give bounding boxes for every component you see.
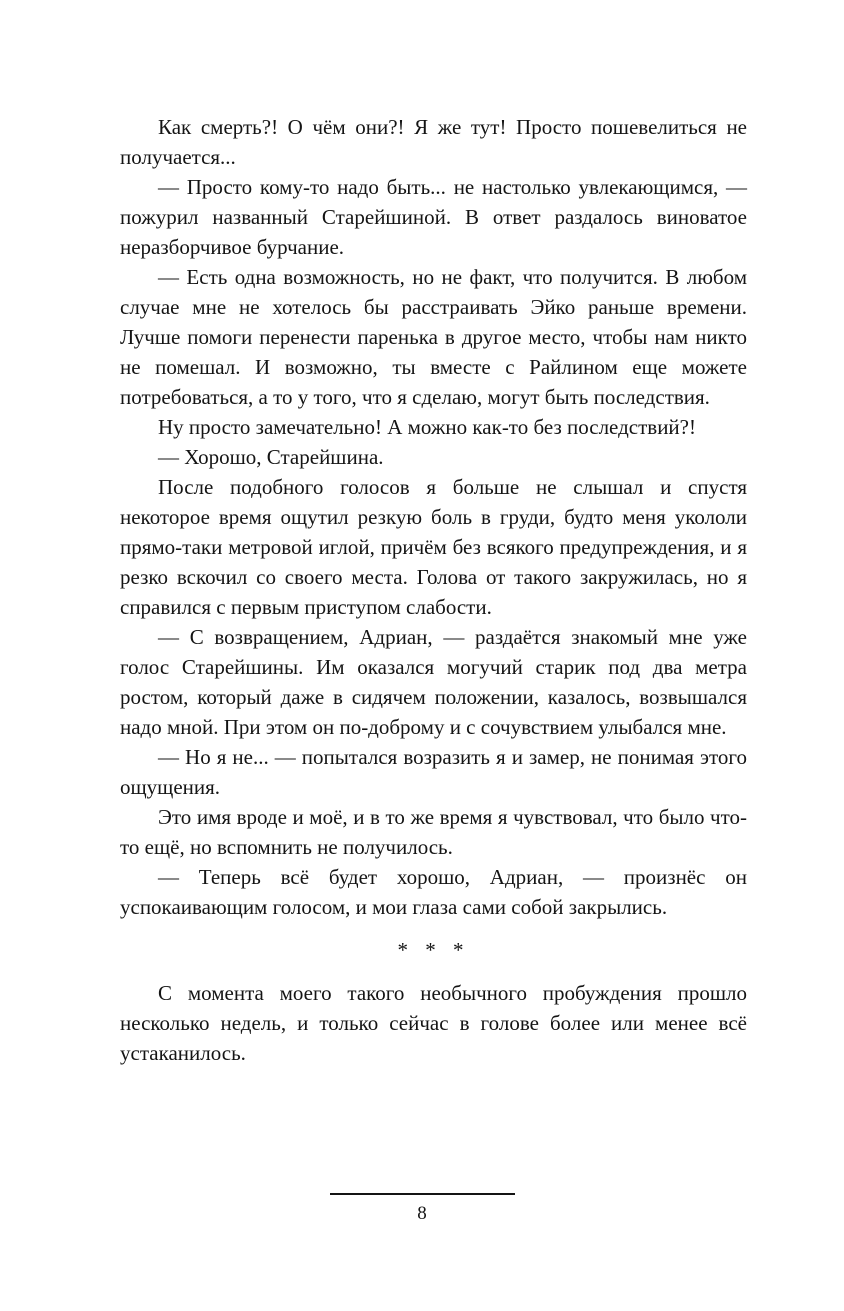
paragraph: — Есть одна возможность, но не факт, что получится. В любом случае мне не хотелось бы расстраивать Эйко раньше времени. Лучше помоги перенести паренька в другое место, чтобы нам никто не помешал. И возможно, ты вместе с Райлином еще можете потребоваться, а то у того, что я сделаю, могут быть последствия. — [120, 265, 747, 409]
text-body — [120, 112, 747, 1068]
paragraph: — Но я не... — попытался возразить я и замер, не понимая этого ощущения. — [120, 745, 747, 799]
paragraph: — Хорошо, Старейшина. — [158, 445, 384, 469]
paragraph: — С возвращением, Адриан, — раздаётся знакомый мне уже голос Старейшины. Им оказался могучий старик под два метра ростом, который даже в сидячем положении, казалось, возвышался надо мной. При этом он по-доброму и с сочувствием улыбался мне. — [120, 625, 747, 739]
page-number: 8 — [417, 1203, 427, 1224]
paragraph: Как смерть?! О чём они?! Я же тут! Просто пошевелиться не получается... — [120, 115, 747, 169]
footer-divider — [330, 1193, 515, 1195]
paragraph: Это имя вроде и моё, и в то же время я чувствовал, что было что-то ещё, но вспомнить не получилось. — [120, 805, 747, 859]
paragraph: — Теперь всё будет хорошо, Адриан, — произнёс он успокаивающим голосом, и мои глаза сами собой закрылись. — [120, 865, 747, 919]
paragraph: Ну просто замечательно! А можно как-то без последствий?! — [158, 415, 696, 439]
section-separator: * * * — [397, 938, 470, 962]
paragraph: С момента моего такого необычного пробуждения прошло несколько недель, и только сейчас в голове более или менее всё устаканилось. — [120, 981, 747, 1065]
paragraph: После подобного голосов я больше не слышал и спустя некоторое время ощутил резкую боль в груди, будто меня укололи прямо-таки метровой иглой, причём без всякого предупреждения, и я резко вскочил со своего места. Голова от такого закружилась, но я справился с первым приступом слабости. — [120, 475, 747, 619]
paragraph: — Просто кому-то надо быть... не настолько увлекающимся, — пожурил названный Старейшиной. В ответ раздалось виноватое неразборчивое бурчание. — [120, 175, 747, 259]
page-footer — [0, 1193, 844, 1226]
